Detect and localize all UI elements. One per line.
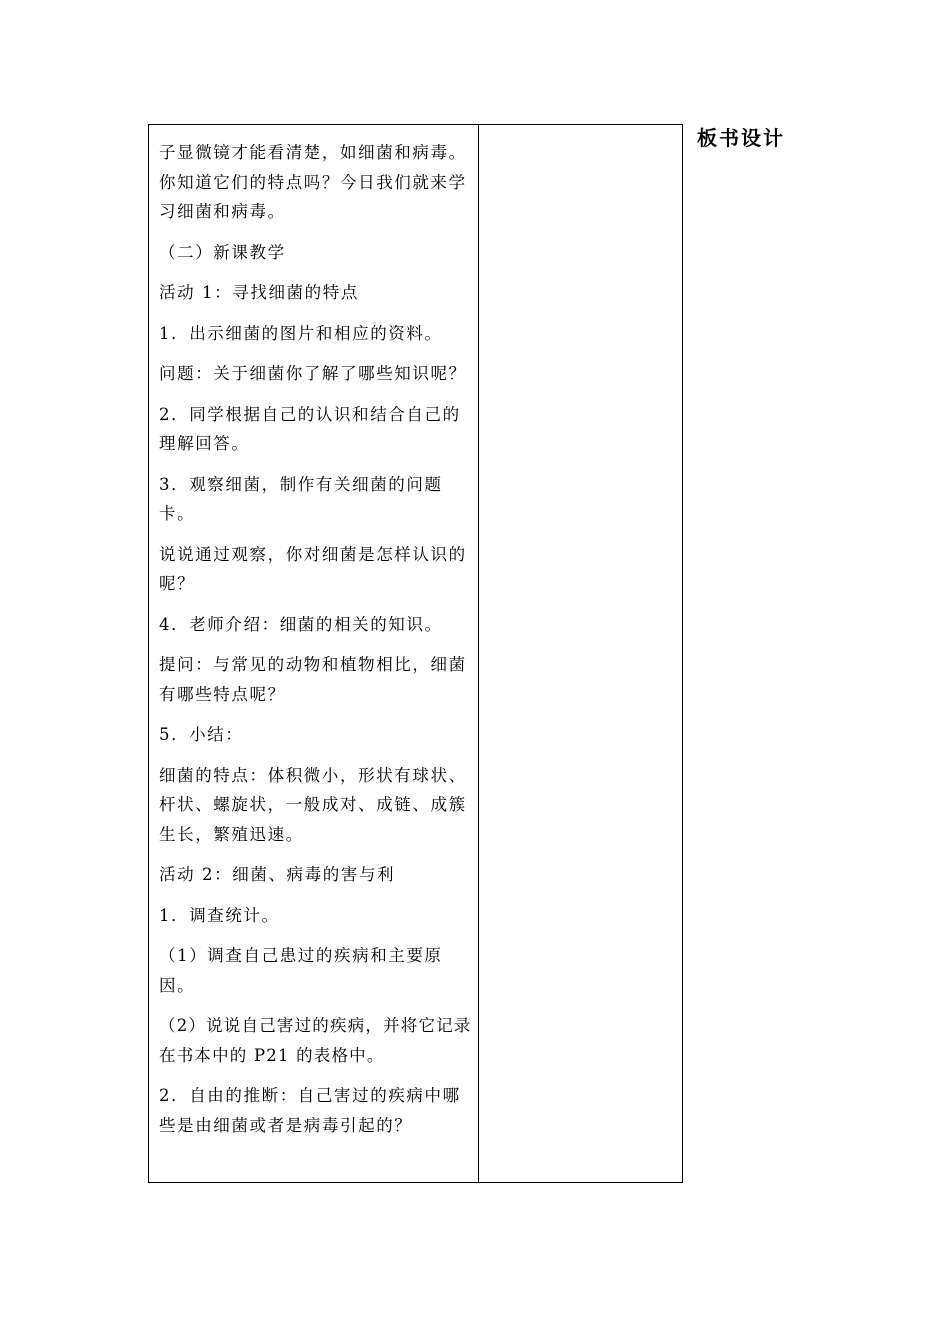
lesson-plan-table <box>148 124 683 1183</box>
activity-1-question: 问题：关于细菌你了解了哪些知识呢？ <box>159 364 467 383</box>
activity-1-step-2: 2．同学根据自己的认识和结合自己的理解回答。 <box>159 404 461 453</box>
activity-1-step-1: 1．出示细菌的图片和相应的资料。 <box>159 323 443 343</box>
activity-2-step-1: 1．调查统计。 <box>159 905 280 925</box>
notes-cell <box>479 125 682 1182</box>
intro-paragraph: 子显微镜才能看清楚，如细菌和病毒。你知道它们的特点吗？今日我们就来学习细菌和病毒。 <box>159 143 467 221</box>
activity-1-heading: 活动 1：寻找细菌的特点 <box>159 283 359 302</box>
bacteria-characteristics: 细菌的特点：体积微小，形状有球状、杆状、螺旋状，一般成对、成链、成簇生长，繁殖迅速。 <box>159 765 467 844</box>
activity-1-step-5: 5．小结： <box>159 725 244 744</box>
activity-1-step-3: 3．观察细菌，制作有关细菌的问题卡。 <box>159 474 443 523</box>
activity-1-observation-question: 说说通过观察，你对细菌是怎样认识的呢？ <box>159 544 467 593</box>
board-design-heading: 板书设计 <box>697 126 785 150</box>
activity-2-heading: 活动 2：细菌、病毒的害与利 <box>159 865 396 884</box>
activity-2-substep-2: （2）说说自己害过的疾病，并将它记录在书本中的 P21 的表格中。 <box>159 1016 472 1065</box>
activity-1-ask: 提问：与常见的动物和植物相比，细菌有哪些特点呢？ <box>159 655 467 704</box>
activity-2-step-2: 2．自由的推断：自己害过的疾病中哪些是由细菌或者是病毒引起的？ <box>159 1086 461 1135</box>
teaching-process-cell <box>149 125 479 1182</box>
section-heading-new-lesson: （二）新课教学 <box>159 242 286 262</box>
activity-1-step-4: 4．老师介绍：细菌的相关的知识。 <box>159 614 443 634</box>
activity-2-substep-1: （1）调查自己患过的疾病和主要原因。 <box>159 946 443 995</box>
